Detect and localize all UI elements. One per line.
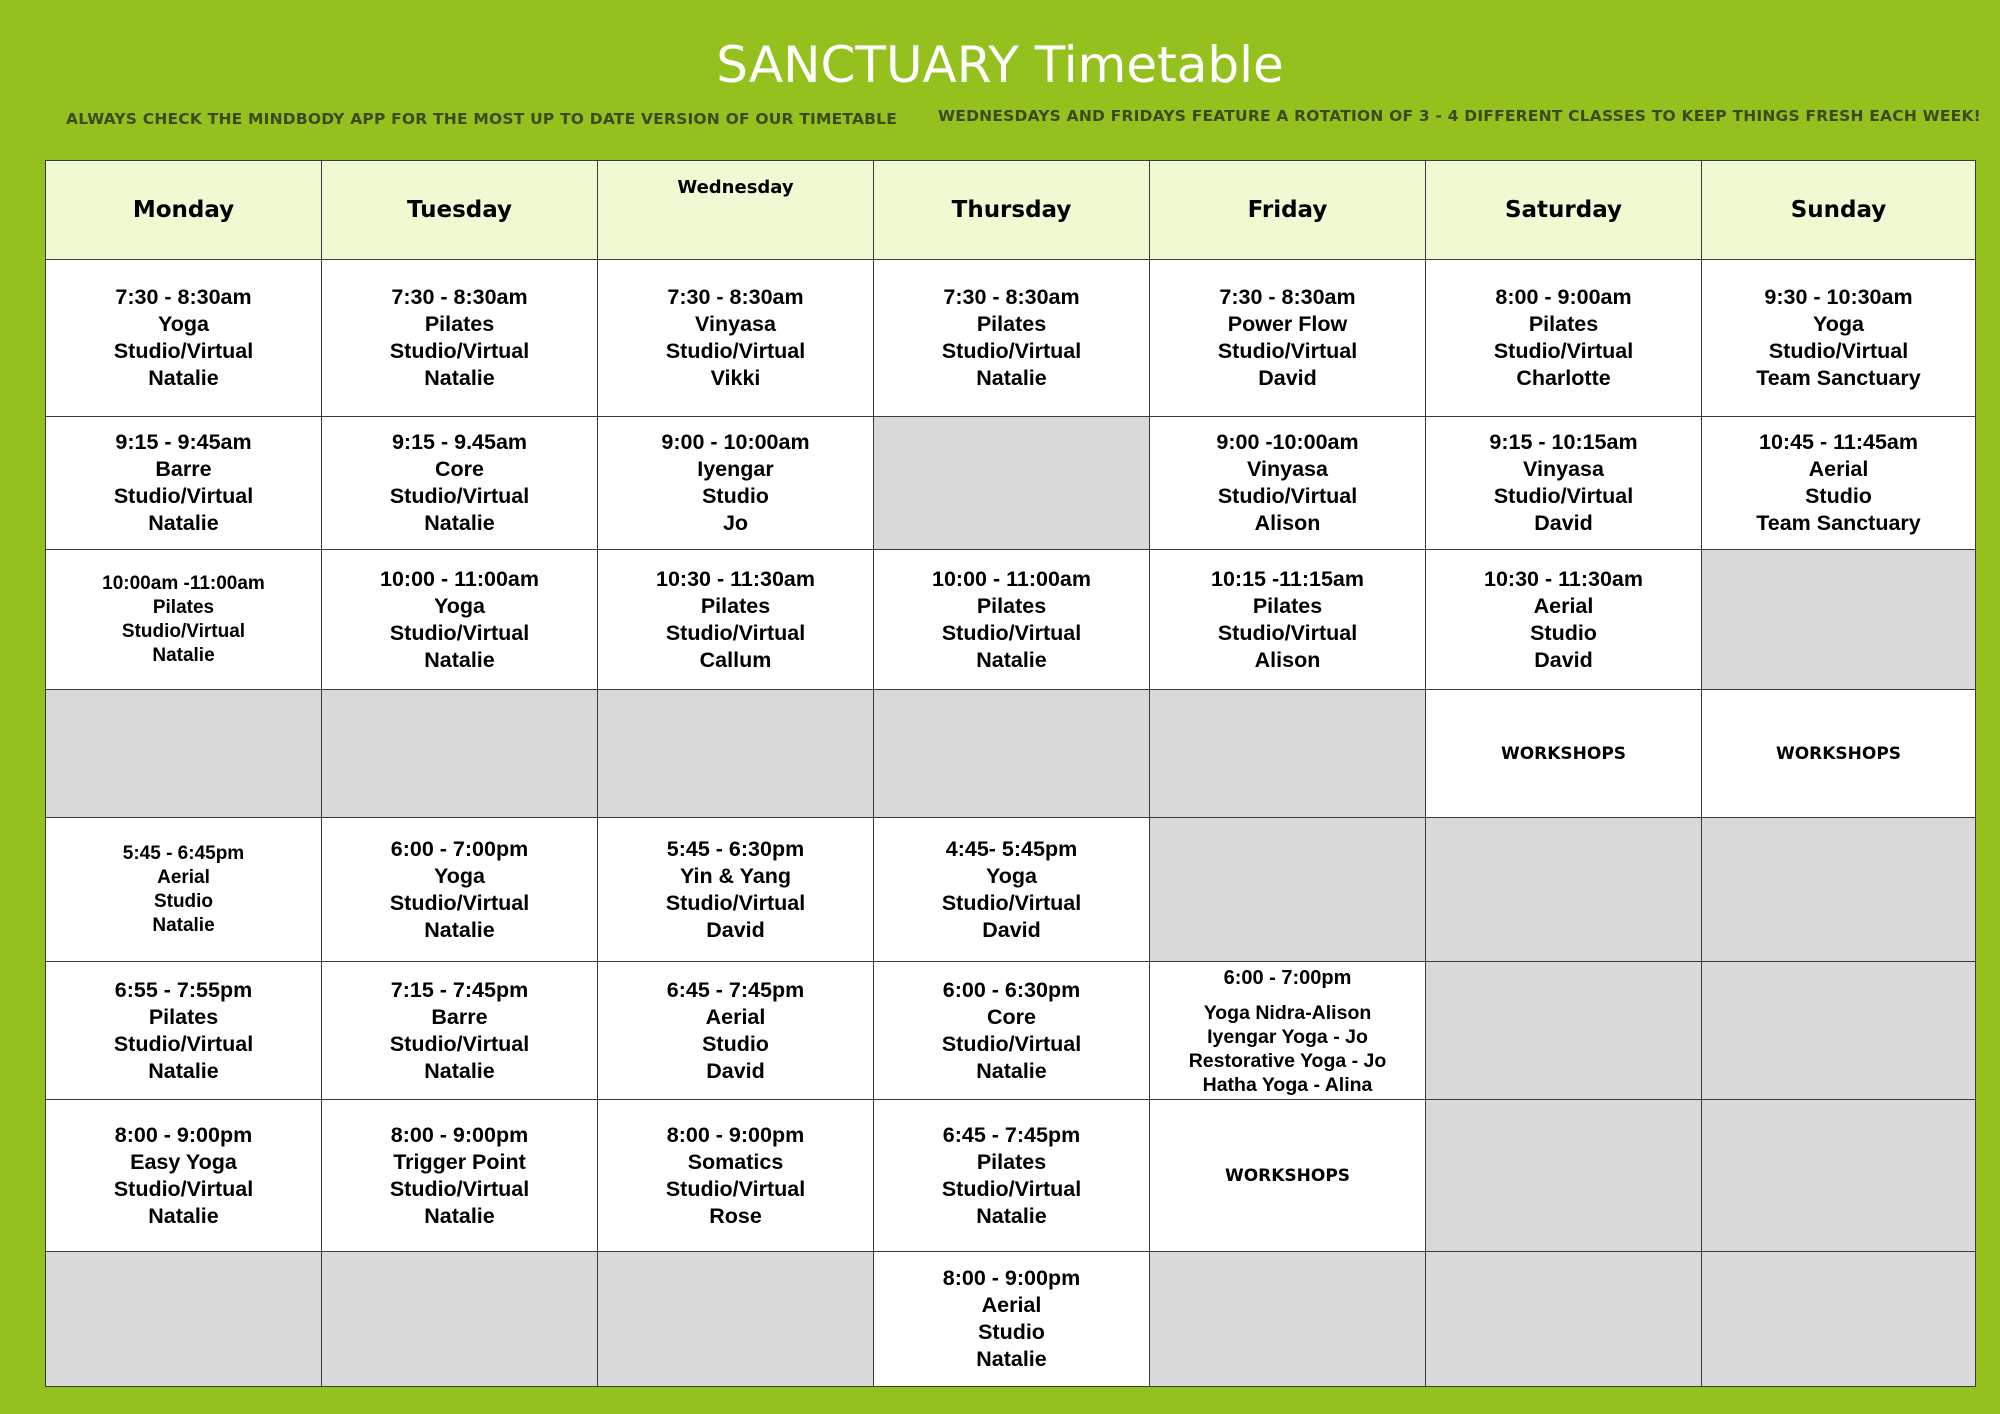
rotation-class: Iyengar Yoga - Jo [1207,1025,1368,1048]
class-location: Studio [1805,484,1872,508]
class-instructor: Natalie [976,1058,1047,1083]
rotation-class: Yoga Nidra-Alison [1203,1001,1372,1024]
rotation-slot-friday [1150,962,1426,1100]
rotation-class: Hatha Yoga - Alina [1202,1073,1373,1096]
class-time: 9:30 - 10:30am [1764,285,1913,309]
class-location: Studio/Virtual [665,620,806,645]
class-location: Studio/Virtual [941,890,1082,915]
empty-slot-friday [1150,1252,1426,1387]
class-location: Studio/Virtual [113,339,254,363]
class-name: Easy Yoga [130,1149,237,1174]
empty-slot-saturday [1426,1252,1702,1387]
class-instructor: Natalie [424,1203,495,1228]
class-name: Vinyasa [1247,457,1328,481]
class-instructor: Natalie [152,914,215,936]
class-slot-monday [46,818,322,962]
class-slot-wednesday [598,1100,874,1252]
class-slot-monday [46,417,322,550]
class-location: Studio/Virtual [113,1031,254,1056]
class-time: 4:45- 5:45pm [945,836,1078,861]
class-name: Pilates [424,312,495,336]
class-name: Yoga [158,312,209,336]
class-slot-tuesday [322,1100,598,1252]
class-name: Vinyasa [695,312,776,336]
class-time: 6:00 - 7:00pm [1223,966,1352,989]
class-instructor: David [706,1058,765,1083]
class-slot-sunday [1702,260,1976,417]
class-location: Studio/Virtual [1217,620,1358,645]
class-name: Pilates [976,593,1047,618]
timetable-row [46,550,1976,690]
class-instructor: Rose [709,1203,762,1228]
page-title: SANCTUARY Timetable [716,36,1284,94]
class-instructor: Alison [1254,647,1321,672]
class-name: Somatics [687,1149,784,1174]
class-time: 6:00 - 7:00pm [390,836,529,861]
class-name: Pilates [1528,312,1599,336]
class-instructor: Natalie [976,647,1047,672]
class-time: 7:30 - 8:30am [115,285,252,309]
empty-slot-saturday [1426,962,1702,1100]
class-time: 6:45 - 7:45pm [666,977,805,1002]
timetable-row [46,818,1976,962]
class-location: Studio/Virtual [941,620,1082,645]
timetable-row [46,417,1976,550]
class-instructor: Natalie [148,366,219,390]
class-time: 6:45 - 7:45pm [942,1122,1081,1147]
day-header-wednesday: Wednesday [598,161,874,260]
class-name: Pilates [976,1149,1047,1174]
class-location: Studio/Virtual [389,620,530,645]
timetable-row [46,1100,1976,1252]
class-slot-tuesday [322,818,598,962]
class-time: 5:45 - 6:45pm [122,842,245,864]
class-instructor: Jo [722,511,749,535]
class-location: Studio/Virtual [1493,484,1634,508]
day-header-sunday: Sunday [1702,161,1976,260]
class-name: Aerial [981,1293,1042,1317]
class-instructor: Natalie [148,1058,219,1083]
empty-slot-wednesday [598,690,874,818]
class-slot-wednesday [598,260,874,417]
class-location: Studio/Virtual [1493,339,1634,363]
class-slot-saturday [1426,417,1702,550]
class-time: 8:00 - 9:00am [1495,285,1632,309]
class-instructor: Team Sanctuary [1756,366,1921,390]
class-time: 8:00 - 9:00pm [114,1122,253,1147]
class-slot-thursday [874,962,1150,1100]
class-slot-monday [46,550,322,690]
class-time: 7:30 - 8:30am [1219,285,1356,309]
class-instructor: Alison [1254,511,1321,535]
class-name: Core [435,457,484,481]
class-time: 6:00 - 6:30pm [942,977,1081,1002]
class-instructor: Vikki [710,366,761,390]
class-instructor: Natalie [976,1203,1047,1228]
empty-slot-friday [1150,690,1426,818]
class-instructor: David [1258,366,1317,390]
empty-slot-sunday [1702,1100,1976,1252]
class-name: Aerial [1808,457,1869,481]
class-instructor: Natalie [976,366,1047,390]
class-name: Barre [431,1004,488,1029]
day-header-row [46,161,1976,260]
empty-slot-thursday [874,417,1150,550]
class-slot-tuesday [322,550,598,690]
timetable-row [46,690,1976,818]
class-time: 10:00am -11:00am [102,572,265,594]
class-name: Pilates [700,593,771,618]
class-slot-sunday [1702,417,1976,550]
class-time: 9:15 - 9:45am [115,430,252,454]
class-slot-wednesday [598,550,874,690]
class-slot-tuesday [322,260,598,417]
class-location: Studio/Virtual [121,620,246,642]
class-name: Aerial [1533,593,1594,618]
class-time: 9:15 - 10:15am [1489,430,1638,454]
timetable [45,160,1976,1387]
class-time: 8:00 - 9:00pm [942,1266,1081,1290]
class-location: Studio/Virtual [389,484,530,508]
empty-slot-saturday [1426,1100,1702,1252]
class-time: 9:00 - 10:00am [661,430,810,454]
empty-slot-monday [46,1252,322,1387]
class-name: Aerial [705,1004,766,1029]
empty-slot-saturday [1426,818,1702,962]
rotation-class: Restorative Yoga - Jo [1188,1049,1387,1072]
timetable-body [46,260,1976,1387]
class-location: Studio/Virtual [389,1176,530,1201]
class-instructor: Natalie [424,647,495,672]
empty-slot-friday [1150,818,1426,962]
class-instructor: David [1534,511,1593,535]
class-time: 7:15 - 7:45pm [390,977,529,1002]
day-header-friday: Friday [1150,161,1426,260]
class-name: Barre [155,457,212,481]
class-name: Iyengar [697,457,774,481]
class-time: 9:15 - 9.45am [391,430,528,454]
class-name: Yoga [1813,312,1864,336]
class-slot-monday [46,260,322,417]
class-name: Yin & Yang [679,863,792,888]
class-location: Studio/Virtual [113,484,254,508]
workshop-label: WORKSHOPS [1224,1165,1351,1186]
class-slot-wednesday [598,962,874,1100]
class-location: Studio/Virtual [389,339,530,363]
class-location: Studio/Virtual [389,1031,530,1056]
class-time: 9:00 -10:00am [1216,430,1359,454]
class-location: Studio/Virtual [1768,339,1909,363]
timetable-row [46,260,1976,417]
class-instructor: Natalie [424,511,495,535]
class-location: Studio/Virtual [1217,339,1358,363]
class-slot-saturday [1426,550,1702,690]
class-slot-saturday [1426,260,1702,417]
class-name: Trigger Point [393,1149,526,1174]
empty-slot-tuesday [322,1252,598,1387]
class-slot-monday [46,1100,322,1252]
class-slot-thursday [874,260,1150,417]
class-instructor: Callum [699,647,772,672]
class-location: Studio/Virtual [389,890,530,915]
class-time: 10:45 - 11:45am [1759,430,1918,454]
class-instructor: Team Sanctuary [1756,511,1921,535]
class-location: Studio/Virtual [1217,484,1358,508]
class-slot-thursday [874,550,1150,690]
class-slot-wednesday [598,818,874,962]
class-time: 8:00 - 9:00pm [390,1122,529,1147]
class-instructor: Natalie [148,511,219,535]
class-location: Studio [153,890,214,912]
empty-slot-thursday [874,690,1150,818]
class-location: Studio/Virtual [113,1176,254,1201]
day-header-monday: Monday [46,161,322,260]
workshop-label: WORKSHOPS [1500,743,1627,764]
class-instructor: Natalie [424,366,495,390]
class-time: 10:30 - 11:30am [1484,566,1643,591]
class-name: Pilates [976,312,1047,336]
class-instructor: Natalie [152,644,215,666]
class-location: Studio/Virtual [941,339,1082,363]
class-slot-wednesday [598,417,874,550]
class-location: Studio [1530,620,1597,645]
timetable-row [46,962,1976,1100]
class-name: Pilates [1252,593,1323,618]
empty-slot-tuesday [322,690,598,818]
empty-slot-sunday [1702,962,1976,1100]
class-name: Core [987,1004,1036,1029]
class-location: Studio/Virtual [665,339,806,363]
notice-mindbody: ALWAYS CHECK THE MINDBODY APP FOR THE MOST UP TO DATE VERSION OF OUR TIMETABLE [66,110,898,128]
class-name: Pilates [152,596,215,618]
class-time: 5:45 - 6:30pm [666,836,805,861]
class-slot-thursday [874,1252,1150,1387]
class-instructor: David [982,917,1041,942]
workshop-slot-friday [1150,1100,1426,1252]
class-slot-friday [1150,550,1426,690]
empty-slot-monday [46,690,322,818]
class-location: Studio [702,484,769,508]
class-instructor: Natalie [424,917,495,942]
class-name: Pilates [148,1004,219,1029]
class-instructor: Natalie [976,1347,1047,1371]
class-location: Studio/Virtual [665,890,806,915]
class-instructor: Natalie [148,1203,219,1228]
class-location: Studio/Virtual [665,1176,806,1201]
class-location: Studio [978,1320,1045,1344]
class-instructor: Natalie [424,1058,495,1083]
empty-slot-sunday [1702,550,1976,690]
day-header-tuesday: Tuesday [322,161,598,260]
class-instructor: David [1534,647,1593,672]
class-instructor: David [706,917,765,942]
empty-slot-wednesday [598,1252,874,1387]
class-name: Vinyasa [1523,457,1604,481]
class-name: Power Flow [1227,312,1348,336]
timetable-row [46,1252,1976,1387]
class-slot-monday [46,962,322,1100]
workshop-label: WORKSHOPS [1775,743,1902,764]
class-time: 10:00 - 11:00am [932,566,1091,591]
class-slot-tuesday [322,417,598,550]
class-slot-friday [1150,417,1426,550]
class-slot-tuesday [322,962,598,1100]
day-header-saturday: Saturday [1426,161,1702,260]
empty-slot-sunday [1702,1252,1976,1387]
class-name: Yoga [434,593,485,618]
class-time: 10:15 -11:15am [1211,566,1364,591]
class-slot-thursday [874,818,1150,962]
class-time: 7:30 - 8:30am [943,285,1080,309]
class-time: 7:30 - 8:30am [667,285,804,309]
class-slot-friday [1150,260,1426,417]
day-header-thursday: Thursday [874,161,1150,260]
class-location: Studio/Virtual [941,1176,1082,1201]
class-location: Studio [702,1031,769,1056]
class-time: 10:00 - 11:00am [380,566,539,591]
class-slot-thursday [874,1100,1150,1252]
class-time: 10:30 - 11:30am [656,566,815,591]
empty-slot-sunday [1702,818,1976,962]
workshop-slot-saturday [1426,690,1702,818]
class-name: Aerial [157,866,210,888]
class-time: 6:55 - 7:55pm [114,977,253,1002]
class-name: Yoga [986,863,1037,888]
workshop-slot-sunday [1702,690,1976,818]
class-time: 7:30 - 8:30am [391,285,528,309]
class-instructor: Charlotte [1516,366,1611,390]
class-location: Studio/Virtual [941,1031,1082,1056]
class-name: Yoga [434,863,485,888]
class-time: 8:00 - 9:00pm [666,1122,805,1147]
notice-rotation: WEDNESDAYS AND FRIDAYS FEATURE A ROTATION OF 3 - 4 DIFFERENT CLASSES TO KEEP THINGS FRESH EACH WEEK! [938,107,1981,125]
